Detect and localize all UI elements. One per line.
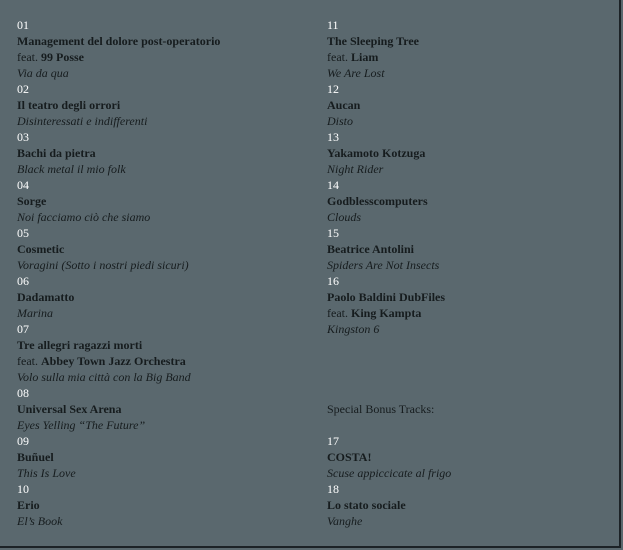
track-number: 06 [17,274,29,288]
track-album: Vanghe [327,514,363,528]
track-artist: Bachi da pietra [17,146,96,160]
track-item [327,481,607,529]
track-item [17,481,317,529]
feat-prefix: feat. [17,50,38,64]
track-album: We Are Lost [327,66,385,80]
track-album: Via da qua [17,66,69,80]
track-item [327,225,607,273]
track-album: Noi facciamo ciò che siamo [17,210,151,224]
bonus-tracks-header: Special Bonus Tracks: [327,402,435,416]
track-item [17,321,317,385]
track-album: Disto [327,114,354,128]
track-artist: Godblesscomputers [327,194,428,208]
track-number: 12 [327,82,339,96]
track-album: Spiders Are Not Insects [327,258,440,272]
track-artist: Beatrice Antolini [327,242,414,256]
track-item [17,273,317,321]
track-artist: Management del dolore post-operatorio [17,34,221,48]
track-item [327,81,607,129]
track-artist: The Sleeping Tree [327,34,420,48]
track-featuring [17,353,317,369]
track-number: 03 [17,130,29,144]
track-album: Eyes Yelling “The Future” [17,418,146,432]
track-album: Marina [17,306,53,320]
track-album: This Is Love [17,466,76,480]
feat-artist: 99 Posse [40,50,84,64]
track-album: El’s Book [17,514,63,528]
track-artist: Universal Sex Arena [17,402,122,416]
track-number: 15 [327,226,339,240]
tracklist-left-column [17,17,317,529]
track-number: 08 [17,386,29,400]
track-number: 16 [327,274,339,288]
track-album: Disinteressati e indifferenti [17,114,148,128]
track-item [327,17,607,81]
track-number: 07 [17,322,29,336]
track-number: 02 [17,82,29,96]
track-item [327,129,607,177]
track-number: 04 [17,178,29,192]
track-artist: Buñuel [17,450,54,464]
track-number: 05 [17,226,29,240]
feat-prefix: feat. [327,50,348,64]
feat-prefix: feat. [327,306,348,320]
track-number: 11 [327,18,339,32]
track-artist: Yakamoto Kotzuga [327,146,426,160]
spacer [327,369,607,385]
track-artist: Il teatro degli orrori [17,98,121,112]
track-artist: Lo stato sociale [327,498,406,512]
track-number: 17 [327,434,339,448]
track-featuring [17,49,317,65]
feat-artist: King Kampta [350,306,422,320]
track-artist: Tre allegri ragazzi morti [17,338,143,352]
track-artist: Paolo Baldini DubFiles [327,290,446,304]
track-number: 01 [17,18,29,32]
track-item [17,129,317,177]
track-number: 09 [17,434,29,448]
track-item [17,433,317,481]
track-item [17,385,317,433]
track-number: 14 [327,178,339,192]
feat-prefix: feat. [17,354,38,368]
track-album: Clouds [327,210,362,224]
track-item [327,177,607,225]
track-album: Voragini (Sotto i nostri piedi sicuri) [17,258,189,272]
track-item [327,273,607,337]
track-artist: Erio [17,498,40,512]
feat-artist: Abbey Town Jazz Orchestra [40,354,186,368]
spacer [327,337,607,353]
track-featuring [327,305,607,321]
track-artist: Aucan [327,98,361,112]
track-album: Night Rider [327,162,384,176]
track-album: Volo sulla mia città con la Big Band [17,370,191,384]
track-item [327,433,607,481]
spacer [327,353,607,369]
track-number: 18 [327,482,339,496]
feat-artist: Liam [350,50,379,64]
spacer [327,385,607,401]
track-number: 10 [17,482,29,496]
track-artist: COSTA! [327,450,372,464]
track-artist: Cosmetic [17,242,65,256]
track-item [17,177,317,225]
track-album: Black metal il mio folk [17,162,126,176]
track-album: Kingston 6 [327,322,380,336]
track-artist: Sorge [17,194,47,208]
track-item [17,81,317,129]
track-item [17,17,317,81]
track-featuring [327,49,607,65]
spacer [327,417,607,433]
tracklist-right-column [327,17,607,529]
track-item [17,225,317,273]
track-artist: Dadamatto [17,290,75,304]
track-number: 13 [327,130,339,144]
track-album: Scuse appiccicate al frigo [327,466,452,480]
